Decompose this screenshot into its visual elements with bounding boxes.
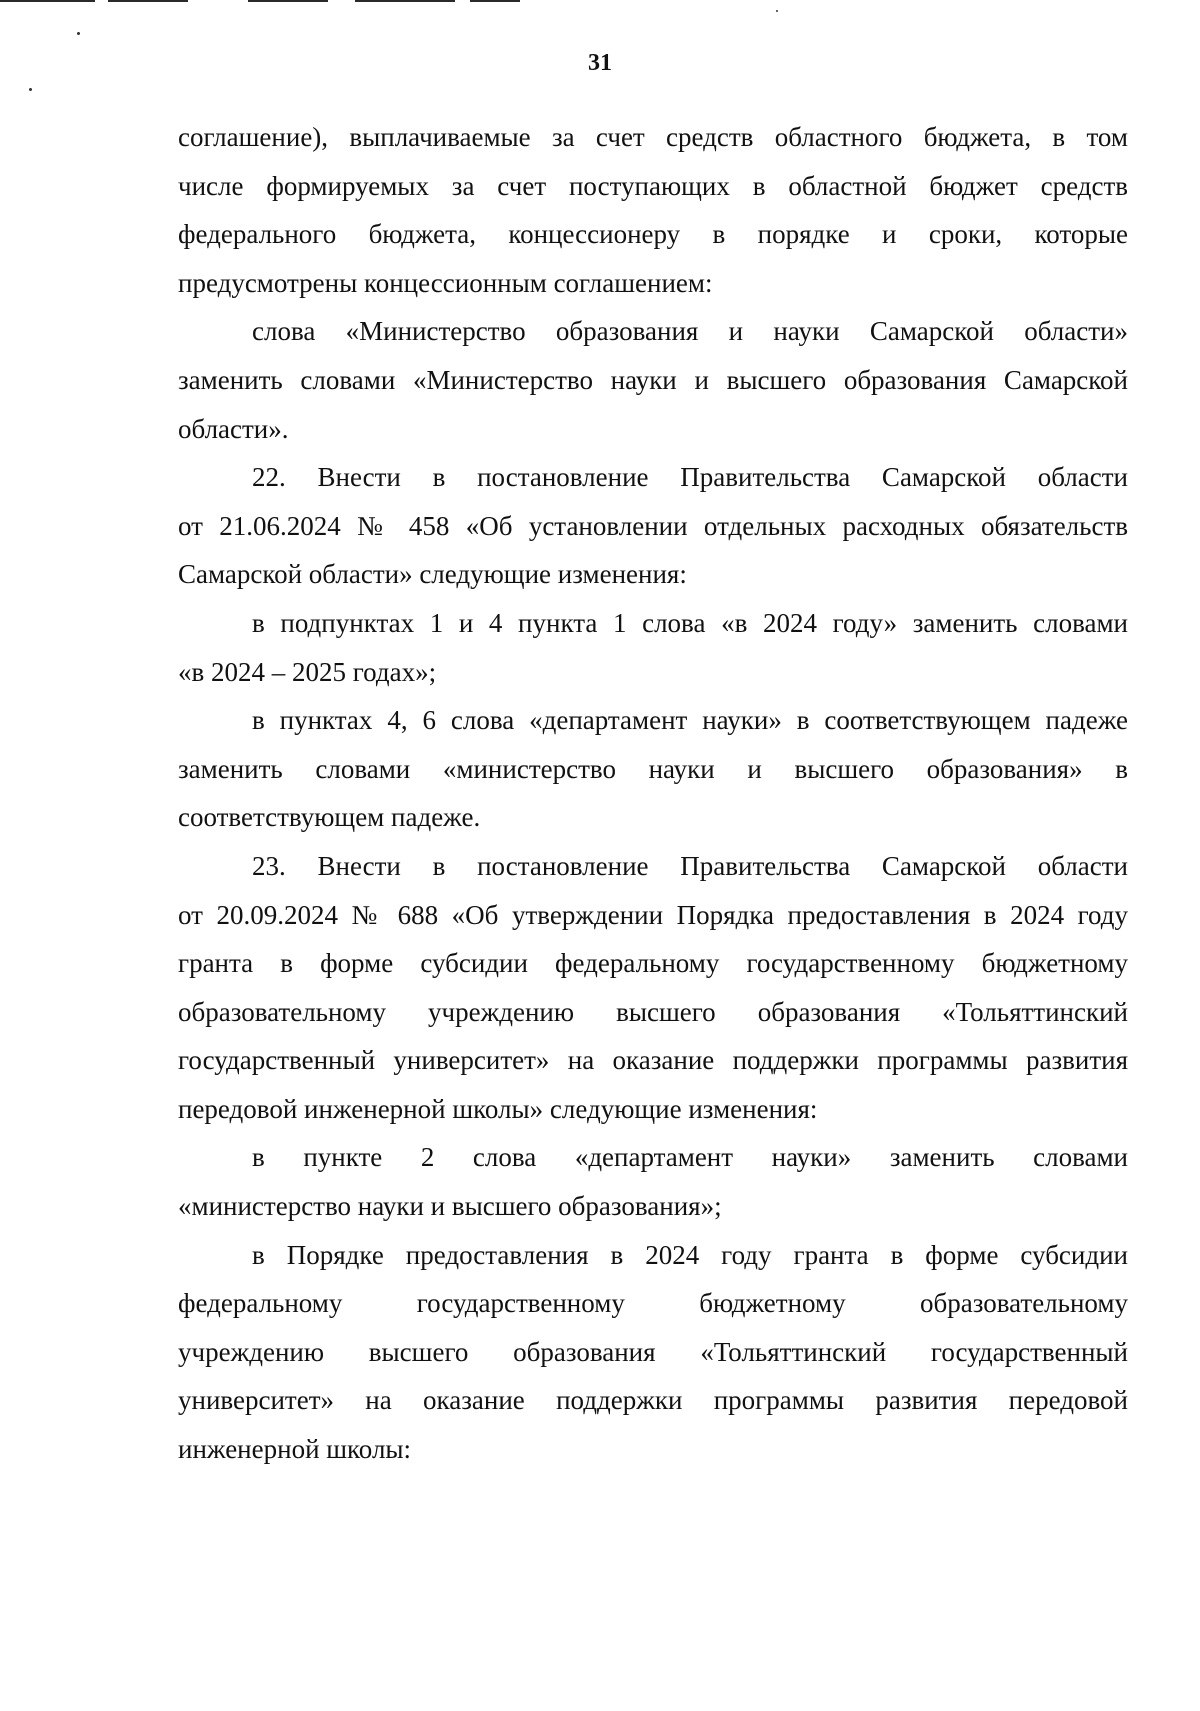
scan-artifact-speck <box>77 32 80 35</box>
scan-artifact-speck <box>29 88 32 91</box>
scan-artifact-speck <box>776 10 778 12</box>
text-line: 23. Внести в постановление Правительства Самарской области <box>252 850 1128 881</box>
text-line: федеральному государственному бюджетному образовательному <box>178 1288 1128 1319</box>
text-line: инженерной школы: <box>178 1434 412 1465</box>
text-line: в пунктах 4, 6 слова «департамент науки» в соответствующем падеже <box>252 705 1128 736</box>
text-line: заменить словами «Министерство науки и высшего образования Самарской <box>178 364 1128 395</box>
paragraph <box>178 599 1128 696</box>
text-line: Самарской области» следующие изменения: <box>178 559 687 590</box>
scan-artifact-line <box>355 0 455 2</box>
paragraph <box>178 696 1128 842</box>
scan-artifact-line <box>0 0 95 2</box>
text-line: в Порядке предоставления в 2024 году гранта в форме субсидии <box>252 1239 1128 1270</box>
text-line: слова «Министерство образования и науки Самарской области» <box>252 316 1128 347</box>
paragraph <box>178 307 1128 453</box>
scan-artifact-line <box>248 0 328 2</box>
text-line: государственный университет» на оказание поддержки программы развития <box>178 1045 1128 1076</box>
text-line: числе формируемых за счет поступающих в областной бюджет средств <box>178 170 1128 201</box>
text-line: предусмотрены концессионным соглашением: <box>178 267 713 298</box>
text-line: в подпунктах 1 и 4 пункта 1 слова «в 2024 году» заменить словами <box>252 607 1128 638</box>
text-line: области». <box>178 413 289 444</box>
text-line: «в 2024 – 2025 годах»; <box>178 656 437 687</box>
paragraph <box>178 1231 1128 1474</box>
text-line: от 20.09.2024 № 688 «Об утверждении Порядка предоставления в 2024 году <box>178 899 1128 930</box>
page-number: 31 <box>588 50 612 76</box>
text-line: соответствующем падеже. <box>178 802 481 833</box>
text-line: университет» на оказание поддержки программы развития передовой <box>178 1385 1128 1416</box>
text-line: учреждению высшего образования «Тольяттинский государственный <box>178 1336 1128 1367</box>
text-line: гранта в форме субсидии федеральному государственному бюджетному <box>178 948 1128 979</box>
paragraph <box>178 453 1128 599</box>
text-line: в пункте 2 слова «департамент науки» заменить словами <box>252 1142 1128 1173</box>
text-line: заменить словами «министерство науки и высшего образования» в <box>178 753 1128 784</box>
text-line: федерального бюджета, концессионеру в порядке и сроки, которые <box>178 219 1128 250</box>
paragraph <box>178 1133 1128 1230</box>
text-line: 22. Внести в постановление Правительства Самарской области <box>252 462 1128 493</box>
text-line: «министерство науки и высшего образования»; <box>178 1191 722 1222</box>
scan-artifact-line <box>108 0 188 2</box>
document-body <box>178 113 1128 1474</box>
text-line: передовой инженерной школы» следующие изменения: <box>178 1093 818 1124</box>
scan-artifact-line <box>470 0 520 2</box>
text-line: соглашение), выплачиваемые за счет средств областного бюджета, в том <box>178 122 1128 152</box>
text-line: образовательному учреждению высшего образования «Тольяттинский <box>178 996 1128 1027</box>
paragraph <box>178 113 1128 307</box>
text-line: от 21.06.2024 № 458 «Об установлении отдельных расходных обязательств <box>178 510 1128 541</box>
paragraph <box>178 842 1128 1134</box>
